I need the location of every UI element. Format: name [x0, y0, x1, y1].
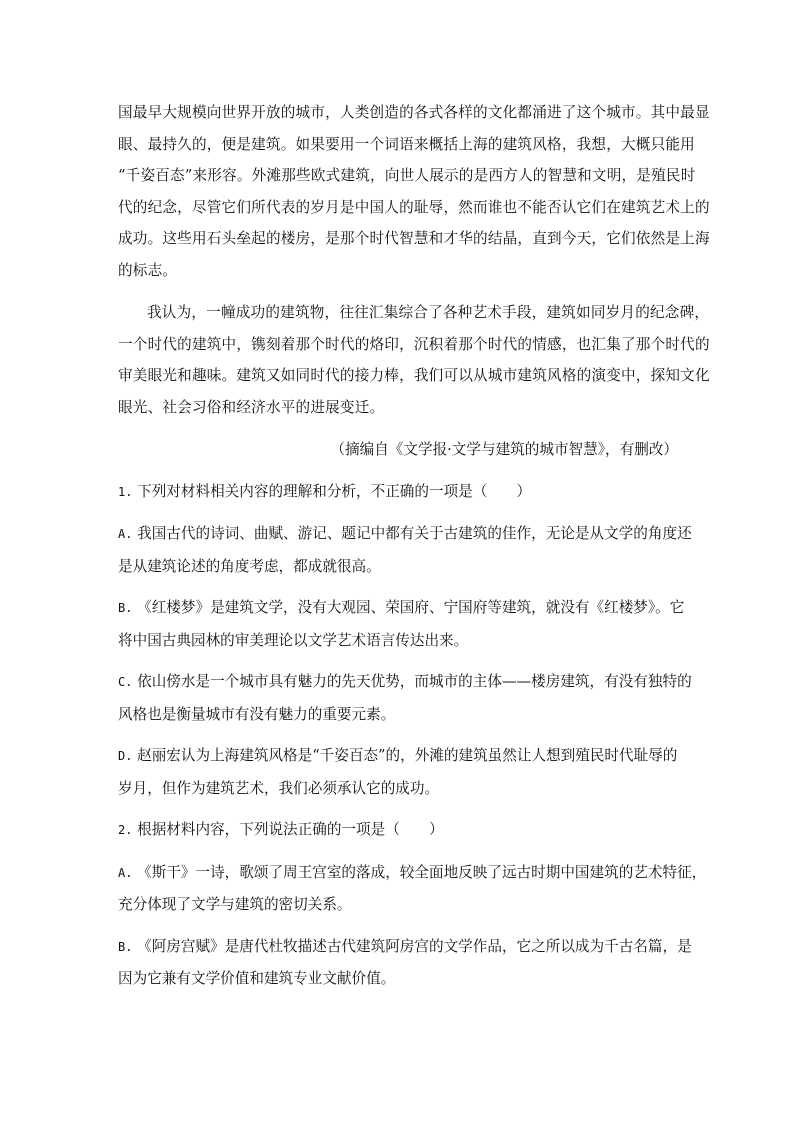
option-text: 风格也是衡量城市有没有魅力的重要元素。	[118, 705, 396, 723]
option-text: 充分体现了文学与建筑的密切关系。	[118, 896, 352, 913]
option-text: 赵丽宏认为上海建筑风格是“千姿百态”的，外滩的建筑虽然让人想到殖民时代耻辱的	[137, 747, 678, 764]
question-number: 2.	[118, 823, 133, 837]
question-1-option-c	[118, 666, 692, 730]
question-text: 根据材料内容，下列说法正确的一项是（ ）	[137, 821, 444, 838]
option-text: 我国古代的诗词、曲赋、游记、题记中都有关于古建筑的佳作，无论是从文学的角度还	[137, 525, 692, 542]
option-letter: A.	[118, 527, 133, 541]
question-2-stem	[118, 814, 678, 847]
question-1-option-d	[118, 740, 678, 804]
option-text: 《阿房宫赋》是唐代杜牧描述古代建筑阿房宫的文学作品，它之所以成为千古名篇，是	[137, 937, 692, 955]
passage-paragraph-2	[118, 297, 710, 423]
question-text: 下列对材料相关内容的理解和分析，不正确的一项是（ ）	[137, 482, 532, 500]
text-line: 的标志。	[118, 261, 178, 279]
text-line: 成功。这些用石头垒起的楼房，是那个时代智慧和才华的结晶，直到今天，它们依然是上海	[118, 230, 710, 247]
option-letter: B.	[118, 601, 133, 615]
option-letter: B.	[118, 939, 133, 954]
option-text: 《斯干》一诗，歌颂了周王宫室的落成，较全面地反映了远古时期中国建筑的艺术特征，	[137, 863, 707, 881]
option-text: 将中国古典园林的审美理论以文学艺术语言传达出来。	[118, 631, 469, 649]
question-1-option-b	[118, 592, 685, 656]
text-line: 审美眼光和趣味。建筑又如同时代的接力棒，我们可以从城市建筑风格的演变中，探知文化	[118, 367, 710, 384]
option-letter: D.	[118, 749, 133, 763]
text-line: 眼、最持久的，便是建筑。如果要用一个词语来概括上海的建筑风格，我想，大概只能用	[118, 135, 695, 153]
question-2-option-a	[118, 857, 707, 921]
text-line: 代的纪念，尽管它们所代表的岁月是中国人的耻辱，然而谁也不能否认它们在建筑艺术上的	[118, 198, 710, 216]
passage-paragraph-1	[118, 97, 710, 286]
text-line: 一个时代的建筑中，镌刻着那个时代的烙印，沉积着那个时代的情感，也汇集了那个时代的	[118, 335, 710, 353]
option-letter: C.	[118, 675, 133, 689]
source-citation: （摘编自《文学报·文学与建筑的城市智慧》，有删改）	[330, 441, 678, 458]
text-line: “千姿百态”来形容。外滩那些欧式建筑，向世人展示的是西方人的智慧和文明，是殖民时	[118, 167, 696, 184]
document-body	[118, 97, 710, 995]
text-line: 我认为，一幢成功的建筑物，往往汇集综合了各种艺术手段，建筑如同岁月的纪念碑，	[147, 304, 710, 321]
option-text: 依山傍水是一个城市具有魅力的先天优势，而城市的主体——楼房建筑，有没有独特的	[137, 673, 692, 690]
option-text: 《红楼梦》是建筑文学，没有大观园、荣国府、宁国府等建筑，就没有《红楼梦》。它	[137, 599, 685, 616]
option-text: 岁月，但作为建筑艺术，我们必须承认它的成功。	[118, 779, 440, 797]
option-letter: A.	[118, 865, 133, 880]
option-text: 因为它兼有文学价值和建筑专业文献价值。	[118, 970, 396, 987]
text-line: 国最早大规模向世界开放的城市，人类创造的各式各样的文化都涌进了这个城市。其中最显	[118, 104, 710, 121]
question-number: 1.	[118, 484, 133, 499]
text-line: 眼光、社会习俗和经济水平的进展变迁。	[118, 398, 385, 416]
question-1-option-a	[118, 518, 692, 582]
option-text: 是从建筑论述的角度考虑，都成就很高。	[118, 557, 381, 575]
question-1-stem	[118, 476, 678, 509]
question-2-option-b	[118, 931, 692, 995]
